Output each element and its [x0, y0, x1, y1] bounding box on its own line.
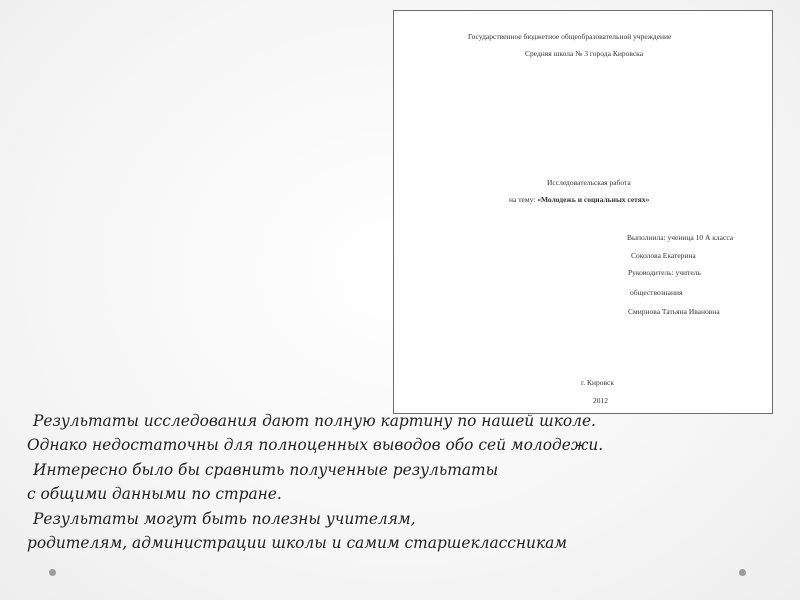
- document-city: г. Кировск: [581, 378, 614, 387]
- decorative-dot-right: [739, 569, 746, 576]
- document-author-line: обществознания: [630, 288, 683, 297]
- document-year: 2012: [593, 396, 608, 405]
- caption-line: Интересно было бы сравнить полученные результаты: [33, 460, 499, 479]
- document-author-line: Руководитель: учитель: [628, 268, 701, 277]
- document-topic: [509, 195, 649, 204]
- caption-line: с общими данными по стране.: [27, 485, 282, 504]
- document-author-line: Соколова Екатерина: [631, 251, 696, 260]
- slide-caption: [27, 409, 727, 555]
- decorative-dot-left: [49, 569, 56, 576]
- caption-line: Результаты могут быть полезны учителям,: [33, 509, 416, 528]
- document-header-line-2: Средняя школа № 3 города Кировска: [525, 49, 644, 58]
- document-work-type: Исследовательская работа: [547, 178, 631, 187]
- document-topic-title: «Молодежь и социальных сетях»: [537, 195, 650, 204]
- document-author-line: Смирнова Татьяна Ивановна: [628, 307, 720, 316]
- document-author-line: Выполнила: ученица 10 А класса: [627, 233, 734, 242]
- document-topic-prefix: на тему:: [509, 195, 538, 204]
- caption-line: Результаты исследования дают полную картину по нашей школе.: [33, 412, 596, 430]
- caption-line: Однако недостаточны для полноценных выводов обо сей молодежи.: [27, 436, 604, 455]
- document-header-line-1: Государственное бюджетное общеобразовательной учреждение: [468, 32, 672, 41]
- caption-line: родителям, администрации школы и самим старшеклассникам: [27, 534, 568, 553]
- document-title-page: [393, 10, 773, 414]
